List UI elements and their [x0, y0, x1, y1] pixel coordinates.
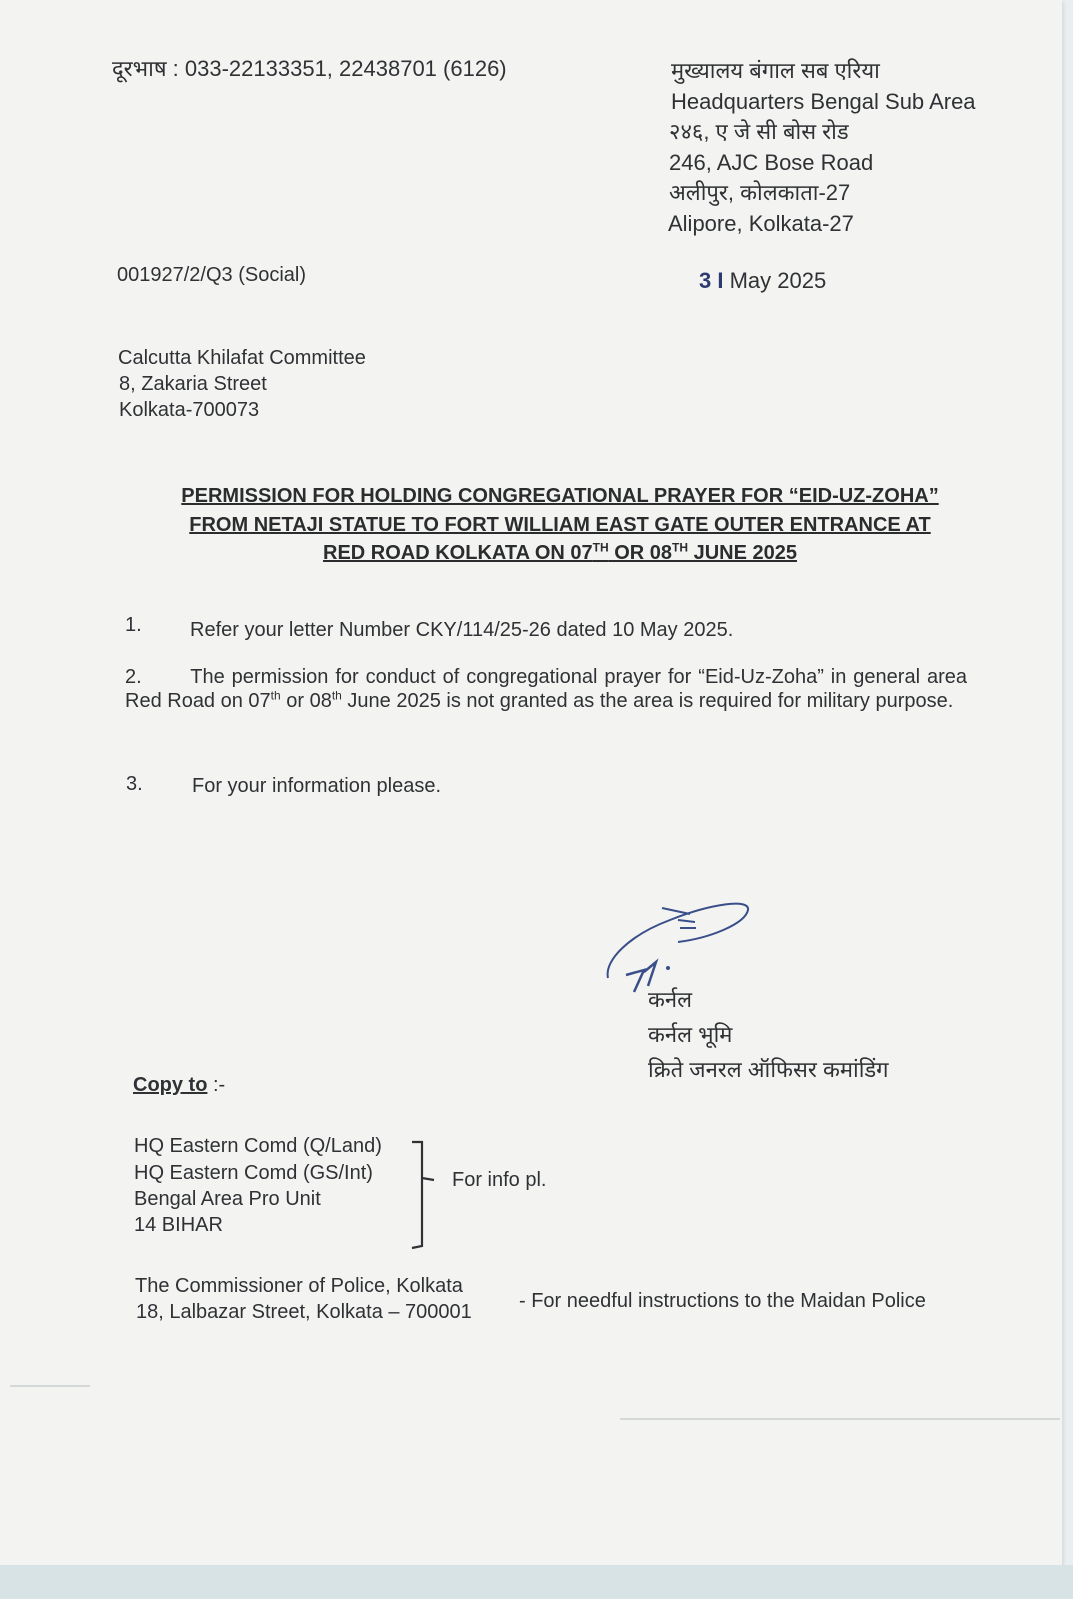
address-line: 246, AJC Bose Road	[669, 150, 874, 175]
police-note: - For needful instructions to the Maidan Police	[519, 1290, 926, 1312]
paragraph-number: 3.	[126, 773, 143, 795]
address-line: २४६, ए जे सी बोस रोड	[669, 119, 849, 144]
scan-noise	[10, 1385, 90, 1387]
for-info-note: For info pl.	[452, 1169, 547, 1191]
paragraph-number: 1.	[125, 614, 142, 636]
address-line: Alipore, Kolkata-27	[668, 211, 854, 236]
paragraph-3: For your information please.	[192, 775, 442, 797]
copy-recipient: HQ Eastern Comd (Q/Land)	[134, 1135, 382, 1157]
address-line: अलीपुर, कोलकाता-27	[669, 180, 851, 205]
signature-name: कर्नल भूमि	[648, 1022, 733, 1047]
police-recipient-line: The Commissioner of Police, Kolkata	[135, 1275, 463, 1297]
subject-line-2: FROM NETAJI STATUE TO FORT WILLIAM EAST GATE OUTER ENTRANCE AT	[189, 514, 931, 536]
letter-date	[699, 266, 826, 296]
signature-scribble	[600, 890, 760, 1000]
copy-recipient: HQ Eastern Comd (GS/Int)	[134, 1162, 373, 1184]
address-line: Headquarters Bengal Sub Area	[671, 89, 976, 114]
paragraph-2: 2. The permission for conduct of congregational prayer for “Eid-Uz-Zoha” in general area Red Road on 07th or 08th June 2025 is not granted as the area is required for military purpose.	[125, 666, 967, 712]
copy-recipient: 14 BIHAR	[134, 1214, 223, 1236]
signature-designation: क्रिते जनरल ऑफिसर कमांडिंग	[648, 1057, 889, 1082]
paragraph-1: Refer your letter Number CKY/114/25-26 dated 10 May 2025.	[190, 619, 734, 641]
handwritten-day: 3 I	[699, 268, 724, 293]
signature-rank: कर्नल	[648, 987, 693, 1012]
copy-recipient: Bengal Area Pro Unit	[134, 1188, 321, 1210]
subject-line-1: PERMISSION FOR HOLDING CONGREGATIONAL PRAYER FOR “EID-UZ-ZOHA”	[181, 485, 939, 507]
recipient-line: Kolkata-700073	[119, 399, 260, 421]
recipient-line: Calcutta Khilafat Committee	[118, 347, 366, 369]
phone-number: दूरभाष : 033-22133351, 22438701 (6126)	[112, 56, 507, 81]
scan-noise	[620, 1418, 1060, 1420]
date-month-year: May 2025	[729, 268, 827, 293]
bracket-icon	[408, 1140, 440, 1250]
paragraph-number: 2.	[125, 666, 142, 688]
police-recipient-line: 18, Lalbazar Street, Kolkata – 700001	[136, 1301, 472, 1323]
address-line: मुख्यालय बंगाल सब एरिया	[671, 58, 880, 83]
background-strip	[0, 1565, 1073, 1599]
copy-to-label: Copy to :-	[133, 1074, 226, 1096]
reference-number: 001927/2/Q3 (Social)	[117, 264, 307, 286]
recipient-line: 8, Zakaria Street	[119, 373, 267, 395]
subject-line-3: RED ROAD KOLKATA ON 07TH OR 08TH JUNE 2025	[323, 540, 797, 564]
